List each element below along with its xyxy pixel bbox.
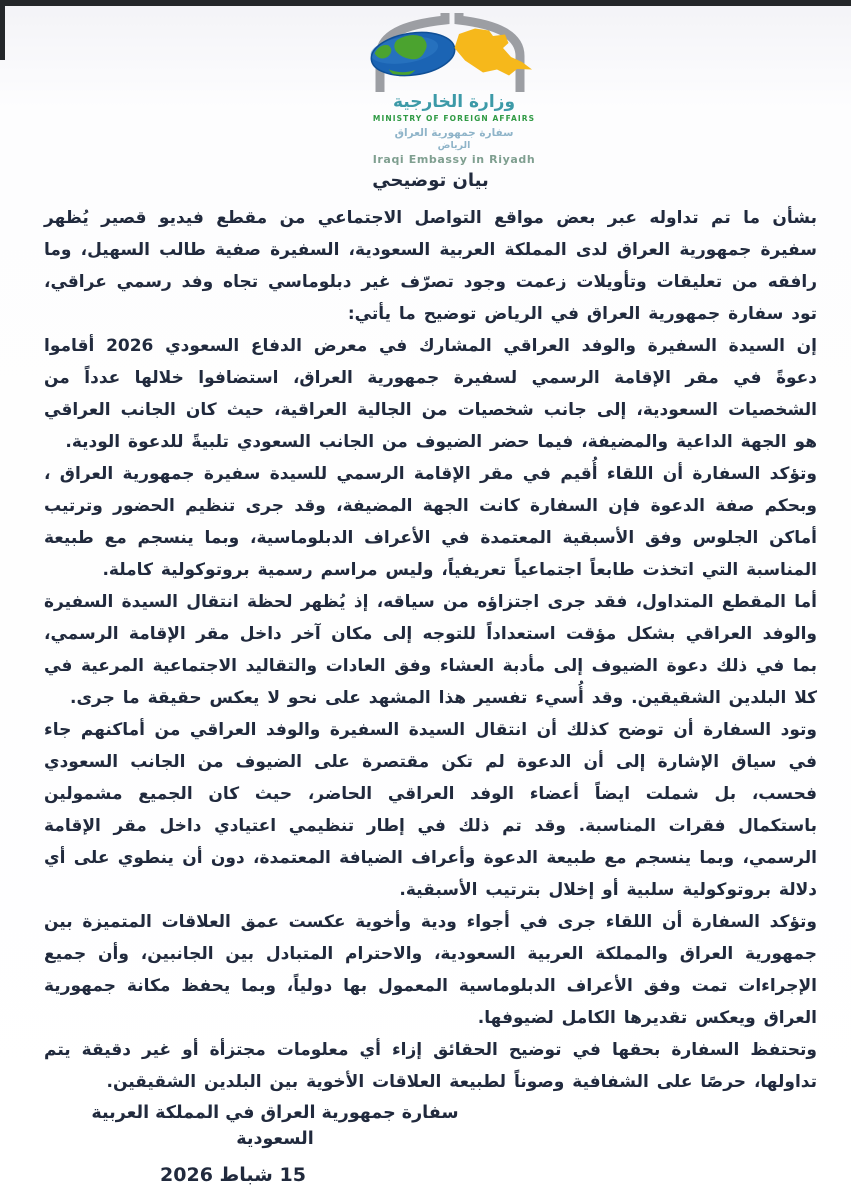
statement-paragraph-5: وتود السفارة أن توضح كذلك أن انتقال السيدة السفيرة والوفد العراقي من أماكنهم جاء في سياق الإشارة إلى أن الدعوة لم تكن مقتصرة على الضيوف من الجانب السعودي فحسب، بل شملت ايضاً أعضاء الوفد العراقي الحاضر، حيث كان الجميع مشمولين باستكمال فقرات المناسبة. وقد تم ذلك في إطار تنظيمي اعتيادي داخل مقر الإقامة الرسمي، وبما ينسجم مع طبيعة الدعوة وأعراف الضيافة المعتمدة، دون أن ينطوي على أي دلالة بروتوكولية سلبية أو إخلال بترتيب الأسبقية. <box>44 720 817 900</box>
statement-body <box>44 168 817 1098</box>
statement-paragraph-2: إن السيدة السفيرة والوفد العراقي المشارك في معرض الدفاع السعودي 2026 أقاموا دعوةً في مقر الإقامة الرسمي لسفيرة جمهورية العراق، استضافوا خلالها عدداً من الشخصيات السعودية، إلى جانب شخصيات من الجالية العراقية، حيث كان الجانب العراقي هو الجهة الداعية والمضيفة، فيما حضر الضيوف من الجانب السعودي تلبيةً للدعوة الودية. <box>44 336 817 452</box>
signature-embassy-name: سفارة جمهورية العراق في المملكة العربية السعودية <box>91 1103 459 1149</box>
logo-embassy-name-english: Iraqi Embassy in Riyadh <box>372 153 536 166</box>
logo-ministry-name-english: MINISTRY OF FOREIGN AFFAIRS <box>372 114 536 123</box>
scan-edge-left <box>0 0 5 60</box>
ministry-emblem-icon <box>359 12 549 94</box>
statement-paragraph-6: وتؤكد السفارة أن اللقاء جرى في أجواء ودية وأخوية عكست عمق العلاقات المتميزة بين جمهورية العراق والمملكة العربية السعودية، والاحترام المتبادل بين الجانبين، وأن جميع الإجراءات تمت وفق الأعراف الدبلوماسية المعمول بها دولياً، وبما يحفظ مكانة جمهورية العراق ويعكس تقديرها الكامل لضيوفها. <box>44 912 817 1028</box>
statement-paragraph-1: بشأن ما تم تداوله عبر بعض مواقع التواصل الاجتماعي من مقطع فيديو قصير يُظهر سفيرة جمهورية العراق لدى المملكة العربية السعودية، السفيرة صفية طالب السهيل، وما رافقه من تعليقات وتأويلات زعمت وجود تصرّف غير دبلوماسي تجاه وفد رسمي عراقي، تود سفارة جمهورية العراق في الرياض توضيح ما يأتي: <box>44 208 817 324</box>
scan-edge-top <box>0 0 851 6</box>
logo-ministry-name-arabic: وزارة الخارجية <box>392 92 516 112</box>
statement-title: بيان توضيحي <box>372 170 489 191</box>
statement-paragraph-3: وتؤكد السفارة أن اللقاء أُقيم في مقر الإقامة الرسمي للسيدة سفيرة جمهورية العراق ، وبحكم صفة الدعوة فإن السفارة كانت الجهة المضيفة، وقد جرى تنظيم الحضور وترتيب أماكن الجلوس وفق الأسبقية المعتمدة في الأعراف الدبلوماسية، وبما ينسجم مع طبيعة المناسبة التي اتخذت طابعاً اجتماعياً تعريفياً، وليس مراسم رسمية بروتوكولية كاملة. <box>44 464 817 580</box>
signature-block <box>55 1100 495 1186</box>
logo-city-arabic: الرياض <box>437 140 471 151</box>
signature-date: 15 شباط 2026 <box>160 1164 306 1186</box>
logo-embassy-name-arabic: سفارة جمهورية العراق <box>394 127 514 139</box>
ministry-logo <box>358 12 550 166</box>
statement-paragraph-7: وتحتفظ السفارة بحقها في توضيح الحقائق إزاء أي معلومات مجتزأة أو غير دقيقة يتم تداولها، حرصًا على الشفافية وصوناً لطبيعة العلاقات الأخوية بين البلدين الشقيقين. <box>44 1040 817 1092</box>
statement-paragraph-4: أما المقطع المتداول، فقد جرى اجتزاؤه من سياقه، إذ يُظهر لحظة انتقال السيدة السفيرة والوفد العراقي بشكل مؤقت استعداداً للتوجه إلى مكان آخر داخل مقر الإقامة الرسمي، بما في ذلك دعوة الضيوف إلى مأدبة العشاء وفق العادات والتقاليد الاجتماعية المرعية في كلا البلدين الشقيقين. وقد أُسيء تفسير هذا المشهد على نحو لا يعكس حقيقة ما جرى. <box>44 592 817 708</box>
